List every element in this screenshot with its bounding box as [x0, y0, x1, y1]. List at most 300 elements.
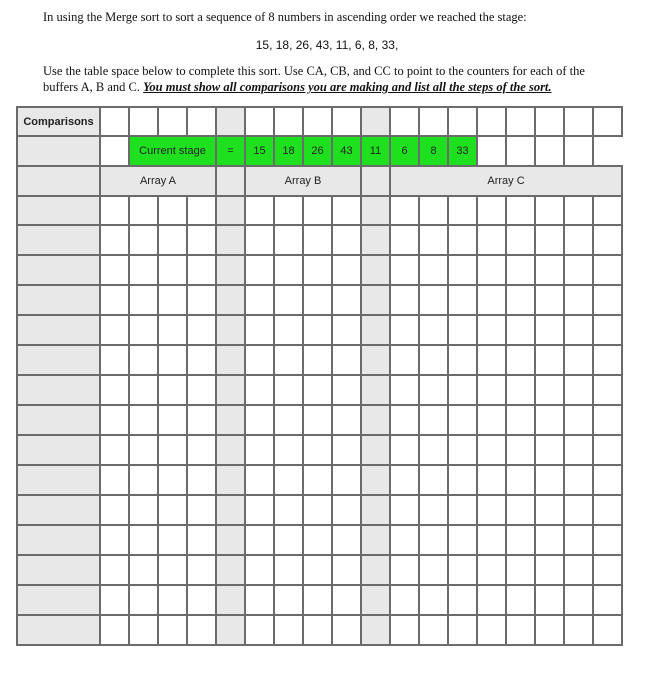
work-cell[interactable] [390, 585, 419, 615]
work-cell[interactable] [593, 525, 622, 555]
work-cell[interactable] [419, 315, 448, 345]
work-cell[interactable] [535, 435, 564, 465]
work-cell[interactable] [274, 465, 303, 495]
work-cell[interactable] [390, 555, 419, 585]
work-cell[interactable] [274, 405, 303, 435]
work-cell[interactable] [274, 555, 303, 585]
work-cell[interactable] [158, 375, 187, 405]
work-row [17, 375, 622, 405]
work-cell[interactable] [419, 375, 448, 405]
work-cell[interactable] [332, 345, 361, 375]
work-cell[interactable] [593, 405, 622, 435]
work-cell[interactable] [303, 315, 332, 345]
work-cell[interactable] [448, 405, 477, 435]
comparison-cell[interactable] [17, 555, 100, 585]
work-cell[interactable] [535, 585, 564, 615]
work-cell[interactable] [419, 615, 448, 645]
work-cell[interactable] [303, 435, 332, 465]
work-cell[interactable] [332, 435, 361, 465]
work-cell[interactable] [506, 555, 535, 585]
task-body: Use the table space below to complete this sort. Use CA, CB, and CC to point to the counters for each of the buffers A, B and C. [43, 64, 585, 94]
work-cell[interactable] [564, 525, 593, 555]
work-cell[interactable] [274, 585, 303, 615]
work-row [17, 555, 622, 585]
work-cell[interactable] [303, 196, 332, 225]
work-row [17, 525, 622, 555]
work-cell[interactable] [564, 375, 593, 405]
work-cell[interactable] [187, 225, 216, 255]
work-cell[interactable] [564, 255, 593, 285]
work-cell[interactable] [100, 255, 129, 285]
work-cell[interactable] [158, 196, 187, 225]
work-cell[interactable] [187, 495, 216, 525]
work-cell[interactable] [274, 255, 303, 285]
comparison-cell[interactable] [17, 285, 100, 315]
work-cell[interactable] [332, 315, 361, 345]
comparison-cell[interactable] [17, 525, 100, 555]
work-cell[interactable] [477, 285, 506, 315]
work-cell[interactable] [506, 585, 535, 615]
work-cell[interactable] [100, 196, 129, 225]
work-cell[interactable] [332, 375, 361, 405]
work-cell[interactable] [448, 315, 477, 345]
work-cell[interactable] [390, 255, 419, 285]
separator-cell [361, 615, 390, 645]
comparison-cell[interactable] [17, 615, 100, 645]
work-cell[interactable] [448, 525, 477, 555]
work-cell[interactable] [245, 196, 274, 225]
work-cell[interactable] [158, 255, 187, 285]
work-cell[interactable] [593, 495, 622, 525]
comparison-cell[interactable] [17, 405, 100, 435]
work-cell[interactable] [419, 585, 448, 615]
work-cell[interactable] [129, 405, 158, 435]
work-cell[interactable] [332, 615, 361, 645]
work-cell[interactable] [593, 345, 622, 375]
work-cell[interactable] [506, 285, 535, 315]
work-cell[interactable] [158, 555, 187, 585]
work-cell[interactable] [332, 255, 361, 285]
work-cell[interactable] [448, 225, 477, 255]
work-cell[interactable] [390, 375, 419, 405]
work-cell[interactable] [419, 196, 448, 225]
comparison-cell[interactable] [17, 495, 100, 525]
work-cell[interactable] [390, 465, 419, 495]
work-cell[interactable] [448, 495, 477, 525]
work-cell[interactable] [477, 495, 506, 525]
work-cell[interactable] [100, 315, 129, 345]
work-cell[interactable] [419, 225, 448, 255]
comparison-cell[interactable] [17, 255, 100, 285]
stage-value: 33 [448, 136, 477, 166]
work-cell[interactable] [535, 465, 564, 495]
work-cell[interactable] [535, 196, 564, 225]
work-cell[interactable] [245, 315, 274, 345]
comparison-cell[interactable] [17, 345, 100, 375]
work-cell[interactable] [187, 345, 216, 375]
work-cell[interactable] [303, 585, 332, 615]
work-cell[interactable] [535, 225, 564, 255]
work-cell[interactable] [506, 255, 535, 285]
work-cell[interactable] [477, 315, 506, 345]
work-cell[interactable] [303, 255, 332, 285]
separator-cell [216, 196, 245, 225]
work-cell[interactable] [303, 405, 332, 435]
work-cell[interactable] [100, 285, 129, 315]
work-cell[interactable] [187, 315, 216, 345]
work-cell[interactable] [593, 435, 622, 465]
work-cell[interactable] [303, 465, 332, 495]
work-cell[interactable] [245, 255, 274, 285]
comparison-cell[interactable] [17, 585, 100, 615]
work-cell[interactable] [564, 615, 593, 645]
work-cell[interactable] [245, 465, 274, 495]
work-cell[interactable] [448, 196, 477, 225]
work-cell[interactable] [303, 375, 332, 405]
work-cell[interactable] [100, 615, 129, 645]
work-cell[interactable] [274, 525, 303, 555]
work-cell[interactable] [535, 285, 564, 315]
work-cell[interactable] [129, 555, 158, 585]
array-c-label: Array C [390, 166, 622, 196]
work-cell[interactable] [477, 345, 506, 375]
work-cell[interactable] [332, 465, 361, 495]
work-cell[interactable] [129, 615, 158, 645]
work-cell[interactable] [390, 435, 419, 465]
work-cell[interactable] [390, 615, 419, 645]
work-cell[interactable] [477, 525, 506, 555]
work-cell[interactable] [564, 555, 593, 585]
work-row [17, 585, 622, 615]
comparison-cell[interactable] [17, 196, 100, 225]
work-cell[interactable] [274, 225, 303, 255]
work-cell[interactable] [100, 405, 129, 435]
work-cell[interactable] [535, 405, 564, 435]
work-cell[interactable] [158, 225, 187, 255]
work-cell[interactable] [187, 555, 216, 585]
work-cell[interactable] [274, 285, 303, 315]
work-cell[interactable] [535, 615, 564, 645]
work-cell[interactable] [274, 196, 303, 225]
current-stage-label: Current stage [129, 136, 216, 166]
work-cell[interactable] [245, 555, 274, 585]
comparison-cell[interactable] [17, 225, 100, 255]
work-cell[interactable] [419, 435, 448, 465]
work-cell[interactable] [506, 225, 535, 255]
separator-cell [361, 405, 390, 435]
work-row [17, 435, 622, 465]
work-cell[interactable] [187, 585, 216, 615]
work-cell[interactable] [535, 315, 564, 345]
work-cell[interactable] [390, 196, 419, 225]
work-cell[interactable] [332, 525, 361, 555]
work-cell[interactable] [303, 225, 332, 255]
work-cell[interactable] [390, 285, 419, 315]
work-cell[interactable] [564, 225, 593, 255]
work-cell[interactable] [100, 345, 129, 375]
work-cell[interactable] [158, 525, 187, 555]
work-cell[interactable] [448, 285, 477, 315]
work-cell[interactable] [303, 345, 332, 375]
work-cell[interactable] [477, 585, 506, 615]
work-cell[interactable] [274, 315, 303, 345]
separator-cell [216, 345, 245, 375]
work-cell[interactable] [506, 465, 535, 495]
work-cell[interactable] [100, 375, 129, 405]
work-cell[interactable] [390, 495, 419, 525]
work-cell[interactable] [390, 315, 419, 345]
work-cell[interactable] [332, 196, 361, 225]
work-cell[interactable] [477, 375, 506, 405]
work-cell[interactable] [129, 196, 158, 225]
work-cell[interactable] [564, 345, 593, 375]
work-cell[interactable] [129, 315, 158, 345]
merge-sort-table [16, 106, 623, 646]
work-cell[interactable] [564, 435, 593, 465]
work-cell[interactable] [506, 375, 535, 405]
work-cell[interactable] [100, 555, 129, 585]
work-cell[interactable] [535, 495, 564, 525]
separator-cell [361, 225, 390, 255]
separator-cell [216, 495, 245, 525]
work-cell[interactable] [158, 465, 187, 495]
work-row [17, 615, 622, 645]
work-cell[interactable] [245, 585, 274, 615]
work-row [17, 196, 622, 225]
work-cell[interactable] [245, 345, 274, 375]
work-cell[interactable] [245, 495, 274, 525]
work-cell[interactable] [158, 435, 187, 465]
header-row [17, 107, 622, 136]
comparison-cell[interactable] [17, 315, 100, 345]
work-cell[interactable] [245, 615, 274, 645]
work-cell[interactable] [477, 255, 506, 285]
work-cell[interactable] [332, 405, 361, 435]
work-cell[interactable] [187, 435, 216, 465]
work-cell[interactable] [245, 435, 274, 465]
work-cell[interactable] [448, 615, 477, 645]
work-cell[interactable] [593, 255, 622, 285]
work-cell[interactable] [448, 585, 477, 615]
separator-cell [216, 315, 245, 345]
work-cell[interactable] [535, 255, 564, 285]
array-b-label: Array B [245, 166, 361, 196]
separator-cell [361, 255, 390, 285]
work-cell[interactable] [593, 585, 622, 615]
work-cell[interactable] [593, 285, 622, 315]
separator-cell [361, 315, 390, 345]
work-row [17, 315, 622, 345]
work-cell[interactable] [564, 285, 593, 315]
work-cell[interactable] [129, 375, 158, 405]
separator-cell [216, 525, 245, 555]
separator-cell [216, 375, 245, 405]
work-cell[interactable] [419, 285, 448, 315]
work-cell[interactable] [245, 405, 274, 435]
work-cell[interactable] [100, 585, 129, 615]
work-cell[interactable] [129, 435, 158, 465]
work-cell[interactable] [593, 196, 622, 225]
work-cell[interactable] [274, 435, 303, 465]
work-cell[interactable] [187, 465, 216, 495]
work-cell[interactable] [390, 525, 419, 555]
work-cell[interactable] [100, 465, 129, 495]
work-cell[interactable] [158, 285, 187, 315]
separator-cell [216, 465, 245, 495]
work-cell[interactable] [187, 525, 216, 555]
work-cell[interactable] [390, 345, 419, 375]
work-cell[interactable] [448, 375, 477, 405]
work-cell[interactable] [593, 615, 622, 645]
work-cell[interactable] [506, 196, 535, 225]
work-cell[interactable] [129, 225, 158, 255]
current-stage-row [17, 136, 622, 166]
stage-value: 8 [419, 136, 448, 166]
stage-value: 43 [332, 136, 361, 166]
work-cell[interactable] [564, 495, 593, 525]
work-cell[interactable] [448, 255, 477, 285]
work-cell[interactable] [448, 555, 477, 585]
work-cell[interactable] [419, 345, 448, 375]
work-cell[interactable] [187, 375, 216, 405]
work-cell[interactable] [129, 255, 158, 285]
work-cell[interactable] [477, 435, 506, 465]
work-cell[interactable] [129, 585, 158, 615]
work-cell[interactable] [419, 495, 448, 525]
work-cell[interactable] [100, 435, 129, 465]
work-cell[interactable] [477, 465, 506, 495]
stage-value: 6 [390, 136, 419, 166]
equals-sign: = [216, 136, 245, 166]
work-cell[interactable] [187, 285, 216, 315]
work-cell[interactable] [506, 345, 535, 375]
work-cell[interactable] [187, 405, 216, 435]
work-cell[interactable] [274, 375, 303, 405]
work-cell[interactable] [274, 345, 303, 375]
work-cell[interactable] [419, 555, 448, 585]
work-cell[interactable] [158, 495, 187, 525]
work-cell[interactable] [564, 465, 593, 495]
work-cell[interactable] [506, 315, 535, 345]
array-header-row [17, 166, 622, 196]
work-cell[interactable] [303, 615, 332, 645]
work-cell[interactable] [506, 435, 535, 465]
comparison-cell[interactable] [17, 375, 100, 405]
work-cell[interactable] [593, 375, 622, 405]
work-cell[interactable] [564, 196, 593, 225]
work-cell[interactable] [419, 255, 448, 285]
work-cell[interactable] [245, 525, 274, 555]
work-cell[interactable] [477, 615, 506, 645]
work-cell[interactable] [129, 285, 158, 315]
work-cell[interactable] [593, 465, 622, 495]
separator-cell [216, 255, 245, 285]
work-cell[interactable] [593, 555, 622, 585]
separator-cell [216, 435, 245, 465]
work-cell[interactable] [332, 225, 361, 255]
work-cell[interactable] [535, 555, 564, 585]
comparison-cell[interactable] [17, 465, 100, 495]
work-cell[interactable] [332, 555, 361, 585]
work-cell[interactable] [564, 585, 593, 615]
work-cell[interactable] [448, 345, 477, 375]
work-cell[interactable] [129, 525, 158, 555]
work-cell[interactable] [303, 525, 332, 555]
separator-cell [216, 555, 245, 585]
work-cell[interactable] [274, 615, 303, 645]
work-cell[interactable] [245, 375, 274, 405]
work-cell[interactable] [535, 375, 564, 405]
work-cell[interactable] [593, 225, 622, 255]
separator-cell [216, 285, 245, 315]
work-cell[interactable] [390, 225, 419, 255]
work-cell[interactable] [245, 225, 274, 255]
work-cell[interactable] [303, 495, 332, 525]
work-cell[interactable] [390, 405, 419, 435]
work-cell[interactable] [187, 196, 216, 225]
work-cell[interactable] [419, 405, 448, 435]
work-cell[interactable] [158, 345, 187, 375]
work-cell[interactable] [506, 615, 535, 645]
work-cell[interactable] [448, 465, 477, 495]
work-cell[interactable] [477, 405, 506, 435]
separator-cell [216, 405, 245, 435]
work-cell[interactable] [477, 555, 506, 585]
separator-cell [216, 585, 245, 615]
work-cell[interactable] [419, 465, 448, 495]
work-cell[interactable] [158, 615, 187, 645]
work-cell[interactable] [448, 435, 477, 465]
intro-text: In using the Merge sort to sort a sequence of 8 numbers in ascending order we reached the stage: [43, 10, 527, 24]
work-row [17, 255, 622, 285]
work-cell[interactable] [158, 585, 187, 615]
work-cell[interactable] [129, 345, 158, 375]
work-cell[interactable] [100, 525, 129, 555]
work-cell[interactable] [158, 315, 187, 345]
work-cell[interactable] [187, 615, 216, 645]
work-cell[interactable] [274, 495, 303, 525]
work-cell[interactable] [506, 405, 535, 435]
work-cell[interactable] [506, 525, 535, 555]
work-cell[interactable] [506, 495, 535, 525]
work-cell[interactable] [100, 225, 129, 255]
work-cell[interactable] [593, 315, 622, 345]
work-cell[interactable] [535, 345, 564, 375]
work-cell[interactable] [564, 315, 593, 345]
stage-value: 18 [274, 136, 303, 166]
work-row [17, 495, 622, 525]
comparison-cell[interactable] [17, 435, 100, 465]
separator-cell [361, 345, 390, 375]
work-cell[interactable] [535, 525, 564, 555]
work-cell[interactable] [187, 255, 216, 285]
work-cell[interactable] [332, 285, 361, 315]
work-cell[interactable] [245, 285, 274, 315]
work-cell[interactable] [129, 495, 158, 525]
work-cell[interactable] [158, 405, 187, 435]
work-cell[interactable] [100, 495, 129, 525]
work-cell[interactable] [332, 585, 361, 615]
work-cell[interactable] [303, 285, 332, 315]
work-cell[interactable] [477, 225, 506, 255]
work-cell[interactable] [419, 525, 448, 555]
work-cell[interactable] [303, 555, 332, 585]
work-cell[interactable] [564, 405, 593, 435]
work-cell[interactable] [129, 465, 158, 495]
work-cell[interactable] [477, 196, 506, 225]
work-cell[interactable] [332, 495, 361, 525]
work-row [17, 465, 622, 495]
